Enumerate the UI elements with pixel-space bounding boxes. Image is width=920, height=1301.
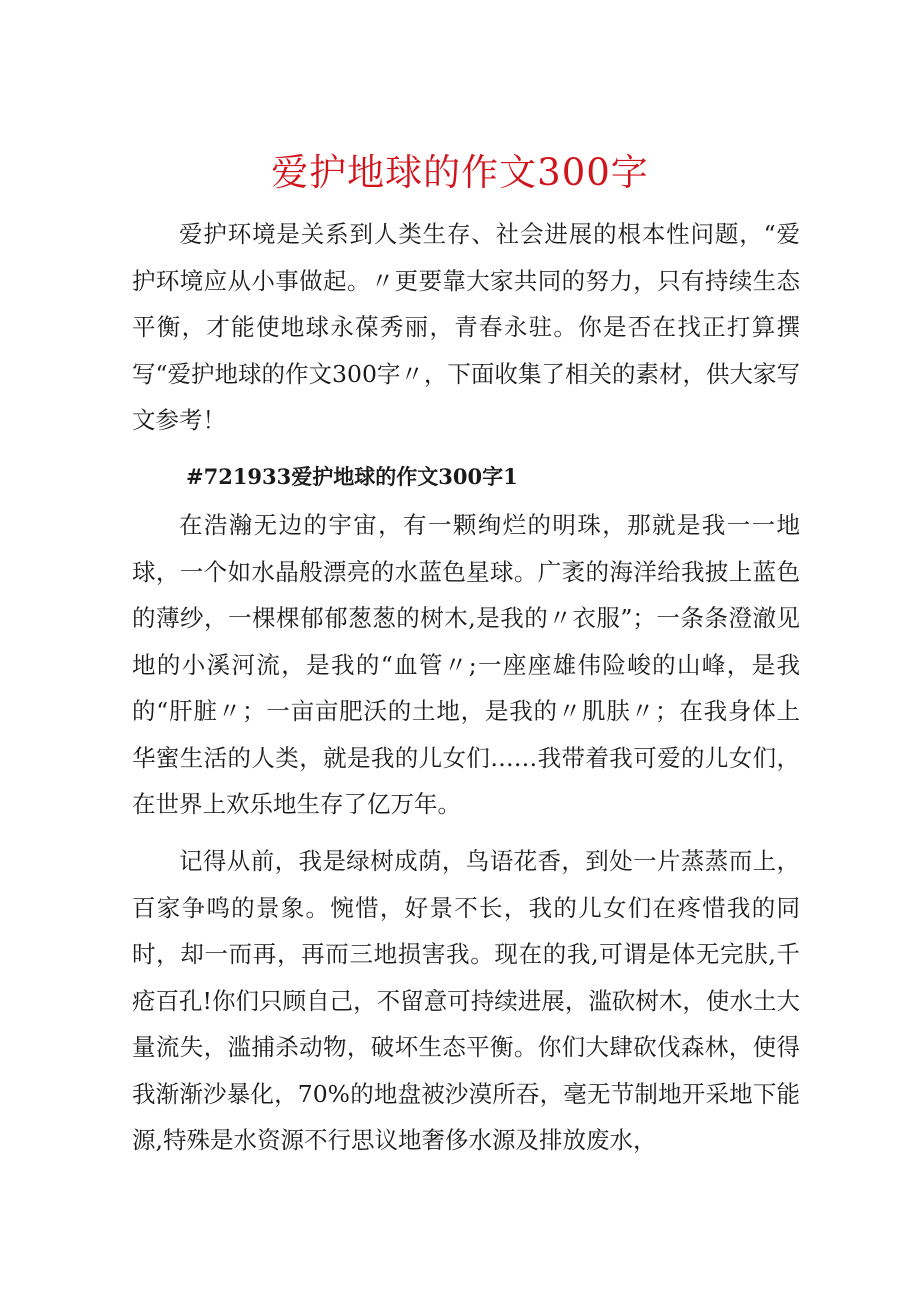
body-paragraph: 记得从前，我是绿树成荫，鸟语花香，到处一片蒸蒸而上，百家争鸣的景象。惋惜，好景不长，我的儿女们在疼惜我的同时，却一而再，再而三地损害我。现在的我,可谓是体无完肤,千疮百孔!你们只顾自己，不留意可持续进展，滥砍树木，使水土大量流失，滥捕杀动物，破坏生态平衡。你们大肆砍伐森林，使得我渐渐沙暴化，70%的地盘被沙漠所吞，毫无节制地开采地下能源,特殊是水资源不行思议地奢侈水源及排放废水，	[132, 847, 800, 1154]
section-heading: #721933爱护地球的作文300字1	[186, 464, 518, 489]
intro-paragraph: 爱护环境是关系到人类生存、社会进展的根本性问题，“爱护环境应从小事做起。〃更要靠大家共同的努力，只有持续生态平衡，才能使地球永葆秀丽，青春永驻。你是否在找正打算撰写“爱护地球的作文300字〃，下面收集了相关的素材，供大家写文参考！	[132, 220, 800, 434]
body-paragraph: 在浩瀚无边的宇宙，有一颗绚烂的明珠，那就是我一一地球，一个如水晶般漂亮的水蓝色星球。广袤的海洋给我披上蓝色的薄纱，一棵棵郁郁葱葱的树木,是我的〃衣服”；一条条澄澈见地的小溪河流，是我的“血管〃;一座座雄伟险峻的山峰，是我的“肝脏〃；一亩亩肥沃的土地，是我的〃肌肤〃；在我身体上华蜜生活的人类，就是我的儿女们……我带着我可爱的儿女们，在世界上欢乐地生存了亿万年。	[132, 511, 800, 818]
document-title: 爱护地球的作文300字	[271, 151, 649, 194]
